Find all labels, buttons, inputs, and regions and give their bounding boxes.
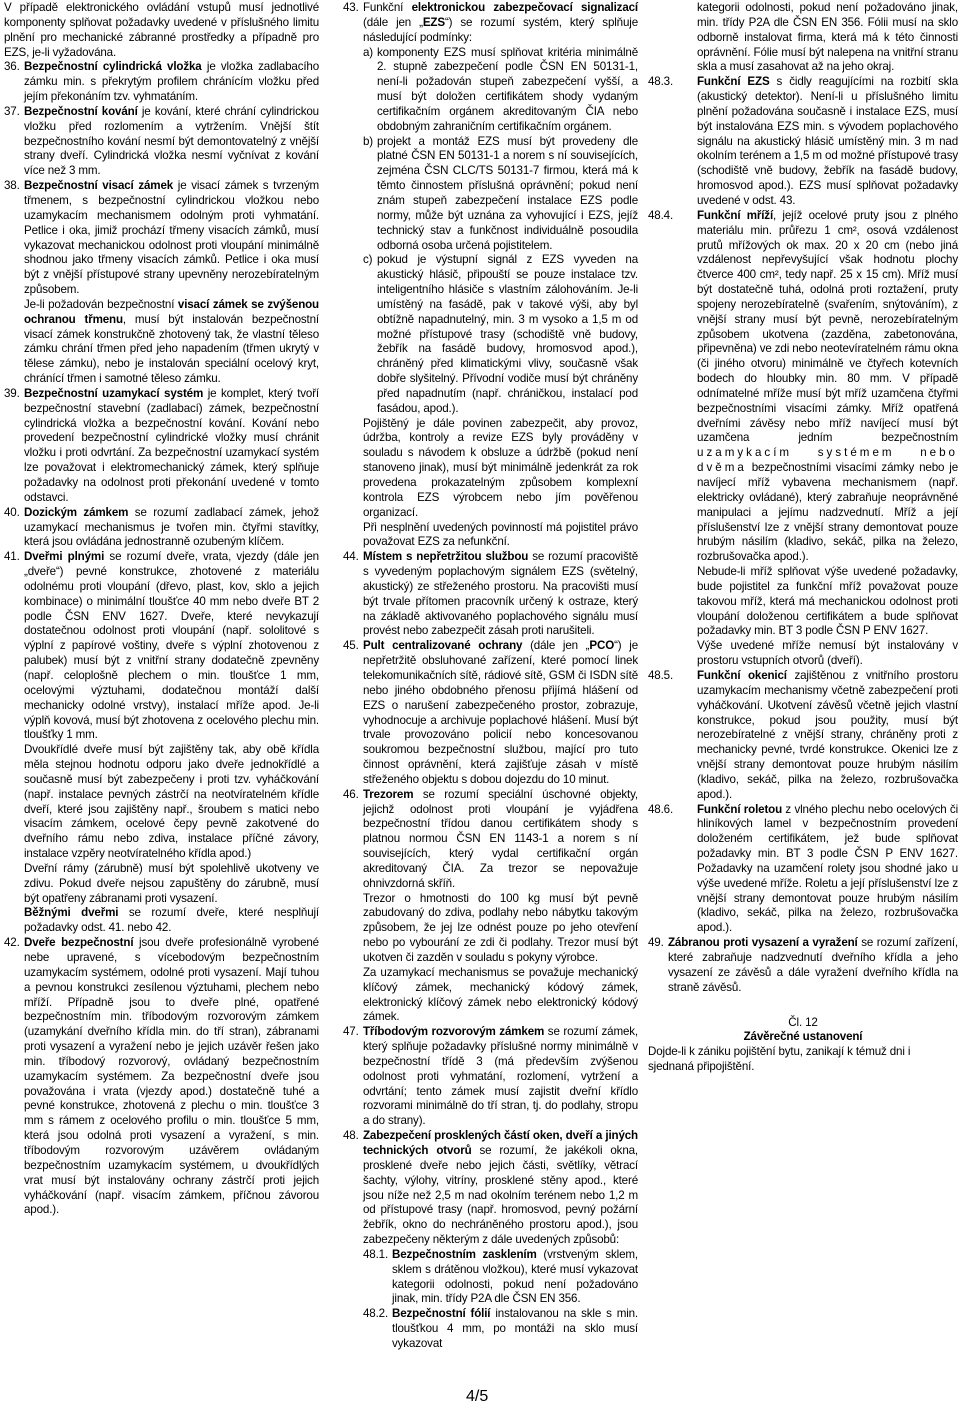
item-number: 42. [4,936,20,950]
item-number: 44. [343,550,359,564]
item-number: 48.1. [363,1247,389,1261]
item-number: 38. [4,179,20,193]
article-42 [4,936,319,1218]
term: Trezorem [363,787,414,801]
article-39 [4,387,319,506]
article-48-4 [648,209,958,565]
definition: se rozumí speciální úschovné objekty, jejichž odolnost proti vloupání je vyjádřena bezpečnostní třídou danou certifikátem shody s platnou normou ČSN EN 1143-1 a norem s ní souvisejících, který vydal certifikační orgán akreditovaný ČIA. Za trezor se nepovažuje ohnivzdorná skříň. [363,787,638,890]
spacer [648,996,958,1002]
definition: instalovanou na skle s min. tloušťkou 4 mm, po montáži na sklo musí vykazovat [392,1307,638,1350]
item-number: 37. [4,104,20,118]
article-49 [648,936,958,995]
term: Bezpečnostní uzamykací systém [24,386,204,400]
column-left [4,1,319,1218]
item-number: 39. [4,386,20,400]
item-number: 47. [343,1025,359,1039]
term: Bezpečnostní kování [24,104,138,118]
term: PCO [589,639,615,653]
term: Místem s nepřetržitou službou [363,550,529,564]
article-48-6 [648,803,958,937]
term: Bezpečnostní fólií [392,1307,491,1321]
article-48-2-continued: kategorii odolnosti, pokud není požadováno jinak, min. třídy P2A dle ČSN EN 356. Fólii musí na sklo odborně instalovat firma, která má k této činnosti oprávnění. Fólie musí být nalepena na vnitřní stranu skla a musí zasahovat až na jeho okraj. [697,1,958,74]
definition: zajištěnou z vnitřního prostoru uzamykacím mechanismy včetně zabezpečení proti vyháčkování. Ukotvení závěsů včetně jejich vlastní konstrukce, pokud jsou použity, musí být nerozebíratelné z vnější strany, chráněny proti z mechanicky pevné, tvrdé konstrukce. Okenici lze z vnější strany demontovat pouze hrubým násilím (kladivo, sekáč, pilka na železo, rozbrušovačka apod.). [697,668,958,801]
article-47 [343,1025,638,1129]
term: Dveře bezpečnostní [24,936,134,950]
item-number: 48.4. [648,208,674,222]
article-38 [4,179,319,298]
condition-a [363,46,638,135]
item-number: 48.2. [363,1307,389,1321]
article-41-paragraph-3: Dveřní rámy (zárubně) musí být spolehlivě ukotveny ve zdivu. Pokud dveře nejsou zapuštěny do zárubně, musí být opatřeny zábranami proti vysazení. [24,861,319,905]
article-40 [4,506,319,551]
article-46-paragraph-2: Trezor o hmotnosti do 100 kg musí být pevně zabudovaný do zdiva, podlahy nebo nábytku takovým způsobem, že jej lze odnést pouze po jeho otevření nebo po vybourání ze zdi či podlahy. Trezor musí být ukotven či zazděn v souladu s pokyny výrobce. [363,891,638,964]
article-title: Čl. 12 [788,1015,818,1029]
definition: se rozumí pracoviště s vyvedeným poplachovým signálem EZS (světelný, akustický) ze střeženého prostoru. Na pracovišti musí být trvale přítomen pracovník určený k ostraze, který na základě aktivovaného poplachového signálu musí provést nebo zabezpečit zásah proti narušiteli. [363,550,638,638]
definition: se rozumí dveře, vrata, vjezdy (dále jen „dveře“) pevné konstrukce, zhotovené z materiálu odolnému proti vloupání (dřevo, plast, kov, sklo a jejich kombinace) o minimální tloušťce 40 mm nebo dveře BT 2 podle ČSN ENV 1627. Dveře, které nevykazují dostatečnou odolnost proti vloupání (např. sololitové s výplní z papírové voštiny, dveře s výplní zhotovenou z palubek) musí být z vnitřní strany dodatečně zpevněny (např. celoplošně plechem o min. tloušťce 1 mm, ocelovými výztuhami, dodatečnou montáží další mechanicky odolné vrstvy), instalací mříže apod. Je-li výplň kovová, musí být zhotovena z ocelového plechu min. tloušťky 1 mm. [24,550,319,742]
definition: se rozumí zámek, který splňuje požadavky příslušné normy minimálně v bezpečnostní třídě 3 (má především zvýšenou odolnost proti vyhmatání, rozlomení, vytržení a odvrtání; tento zámek musí zajistit dveřní křídlo rozvorami minimálně do tří stran, tj. do podlahy, stropu a do strany). [363,1025,638,1128]
definition: jsou dveře profesionálně vyrobené nebe upravené, s vícebodovým bezpečnostním uzamykacím systémem, odolné proti vysazení. Mají tuhou a pevnou konstrukci zesílenou výztuhami, plechem nebo mříží. Případně jsou to dveře plné, opatřené bezpečnostním min. tříbodovým rozvorovým zámkem (uzamykání dveřního křídla min. do tří stran), zábranami proti vysazení a vyražení nebo je jejich uzávěr řešen jako min. tříbodový rozvorový, ovládaný bezpečnostním uzamykacím systémem. Za bezpečnostní dveře jsou považována i vrata (vjezdy apod.) dostatečně tuhé a pevné konstrukce, zhotovená z plechu o min. tloušťce 3 mm s rámem z ocelového profilu o min. tloušťce 5 mm, která jsou odolná proti vysazení a vyražení, s min. tříbodovým rozvorovým uzávěrem ovládaným bezpečnostním uzamykacím systémem, u dvoukřídlých vrat musí být instalovány ochrany zástrčí proti jejich vyháčkování (např. visacím zámkem, příčnou závorou apod.). [24,936,319,1217]
item-number: 49. [648,936,664,950]
item-letter: b) [363,134,374,148]
item-number: 48. [343,1129,359,1143]
term: Běžnými dveřmi [24,906,119,920]
definition: (vrstveným sklem, sklem s drátěnou vložkou), které musí vykazovat kategorii odolnosti, pokud není požadováno jinak, min. třídy P2A dle ČSN EN 356. [392,1247,638,1306]
definition: se rozumí zařízení, které zabraňuje nadzvednutí dveřního křídla a jeho vysazení ze závěsů a dále vyražení dveřního křídla na straně závěsů. [668,936,958,994]
article-43 [343,1,638,46]
item-number: 48.6. [648,802,674,816]
term: EZS [422,15,445,29]
text: komponenty EZS musí splňovat kritéria minimálně 2. stupně zabezpečení podle ČSN EN 50131-1, není-li požadován stupeň zabezpečení vyšší, a musí být doložen certifikátem shody vydaným certifikačním orgánem akreditovaným ČIA nebo obdobným zahraničním certifikačním orgánem. [377,45,638,133]
column-right [648,1,958,1075]
term: Bezpečnostní cylindrická vložka [24,60,202,74]
definition: je vložka zadlabacího zámku min. s překrytým profilem chránícím vložku před jejím překonáním tzv. vyhmatáním. [24,60,320,104]
definition: je komplet, který tvoří bezpečnostní stavební (zadlabací) zámek, bezpečnostní cylindrická vložka a bezpečnostní kování. Kování nebo provedení bezpečnostní cylindrické vložky musí chránit vložku i proti odvrtání. Za bezpečnostní uzamykací systém lze považovat i elektromechanický zámek, který splňuje požadavky na odolnost proti překonání uvedené v tomto odstavci. [24,386,320,504]
article-41-paragraph-4 [4,906,319,936]
term: Dozickým zámkem [24,505,129,519]
article-41-paragraph-2: Dvoukřídlé dveře musí být zajištěny tak, aby obě křídla měla stejnou hodnotu odporu jako dveře jednokřídlé a současně musí být zabezpečeny i proti tzv. vyháčkování (např. instalace pevných zástrčí na neotvíratelném křídle dveří, které jsou zajištěny např., šroubem s matici nebo visacím zámkem, ocelové čepy pevně zakotvené do dveřního rámu nebo zdiva, instalace příčné závory, instalace vzpěry neotvíratelného křídla apod.) [24,743,319,861]
item-number: 36. [4,60,20,74]
definition: se rozumí, že jakékoli okna, prosklené dveře nebo jejich části, světlíky, větrací šachty, výlohy, vitríny, prosklené stěny apod., které jsou níže než 2,5 m nad okolním terénem nebo 1,2 m od přístupové trasy (např. hromosvod, pevný požární žebřík, okno do nechráněného prostoru apod.), jsou zabezpečeny některým z dále uvedených způsobů: [363,1143,638,1247]
text: , musí být instalován bezpečnostní visací zámek konstrukčně zhotovený tak, že vlastní těleso zámku chrání třmen před jeho napadením (třmen ukrytý v tělese zámku), nebo je instalován speciální ocelový kryt, chránící třmen i samotné těleso zámku. [24,312,319,386]
text: pokud je výstupní signál z EZS vyveden na akustický hlásič, připouští se pouze instalace tzv. inteligentního hlásiče s vlastním zálohováním. Je-li umístěný na fasádě, pak v takové výši, aby byl obtížně napadnutelný, min. 3 m vysoko a 1,5 m od možné přístupové trasy (schodiště vně budovy, žebřík na fasádě budovy, hromosvod apod.), chráněný před klimatickými vlivy, současně však dobře slyšitelný. Přívodní vodiče musí být chráněny před napadnutím (např. chráničkou, instalací pod fasádou, apod.). [377,253,638,415]
term: Funkční okenicí [697,668,787,682]
text: (dále jen „ [522,639,590,653]
article-subtitle [648,1030,958,1045]
term: Zábranou proti vysazení a vyražení [668,936,858,950]
article-48-3 [648,75,958,209]
term: Zabezpečení prosklených částí oken, dveří a jiných technických otvorů [363,1129,638,1157]
term: Funkční roletou [697,802,783,816]
item-letter: c) [363,253,373,267]
term: Funkční mříží [697,208,774,222]
article-44 [343,550,638,639]
term: Funkční EZS [697,75,770,89]
condition-c [363,253,638,416]
spaced-text: uzamykacím systémem nebo dvěma [697,446,958,475]
term: visací zámek se zvýšenou ochranou třmenu [24,297,319,326]
term: elektronickou zabezpečovací signalizací [411,1,638,14]
article-43-paragraph-3: Při nesplnění uvedených povinností má pojistitel právo považovat EZS za nefunkční. [363,520,638,549]
item-number: 43. [343,1,359,14]
item-number: 48.3. [648,75,674,89]
article-36 [4,60,319,105]
item-number: 41. [4,550,20,564]
article-subtitle-text: Závěrečné ustanovení [743,1030,863,1044]
article-46-paragraph-3: Za uzamykací mechanismus se považuje mechanický klíčový zámek, mechanický kódový zámek, elektronický klíčový zámek nebo elektronický kódový zámek. [363,965,638,1024]
page-number: 4/5 [466,1388,489,1405]
article-38-paragraph-2 [4,298,319,387]
text: (dále jen „ [363,15,423,29]
term: Bezpečnostní visací zámek [24,179,174,193]
term: Tříbodovým rozvorovým zámkem [363,1025,545,1039]
item-letter: a) [363,45,374,59]
item-number: 46. [343,787,359,801]
definition: , jejíž ocelové pruty jsou z plného materiálu min. průřezu 1 cm², osová vzdálenost prutů mřížových ok max. 20 x 20 cm (nebo jiná vzdálenost nepřevyšující však hodnotu plochy čtverce 400 cm², tedy např. 25 x 15 cm). Mříž musí být dostatečně tuhá, odolná proti roztažení, pruty spojeny nerozebíratelně (svařením, snýtováním), z vnější strany musí být pevně, nerozebíratelným způsobem ukotvena (zazděna, zabetonována, připevněna) ve zdi nebo neotevíratelném rámu okna (či jiného otvoru) minimálně ve čtyřech kotevních bodech do hloubky min. 80 mm. V případě odnímatelné mříže musí být mříž uzamčena čtyřmi bezpečnostními visacími zámky. Mříž opatřená dveřními závěsy nebo mříž navíjecí musí být uzamčena jedním bezpečnostním [697,208,958,445]
article-46 [343,788,638,892]
term: Bezpečnostním zasklením [392,1247,537,1261]
item-number: 45. [343,639,359,653]
item-number: 40. [4,505,20,519]
definition: je visací zámek s tvrzeným třmenem, s bezpečnostní cylindrickou vložkou nebo uzamykacím mechanismem odolným proti vyhmatání. Petlice i oka, jimiž prochází třmeny visacích zámků, musí vykazovat mechanickou odolnost proti vloupání minimálně shodnou jako třmeny visacích zámků. Petlice i oka musí být z vnější přístupové strany upevněny nerozebíratelným způsobem. [24,179,320,297]
text: Funkční [363,1,412,14]
text: se rozumí dveře, které nesplňují požadavky odst. 41. nebo 42. [24,906,319,935]
definition: z vlného plechu nebo ocelových či hliníkových lamel v bezpečnostním provedení doloženém certifikátem, jež bude splňovat požadavky min. BT 3 podle ČSN P ENV 1627. Požadavky na uzamčení rolety jsou shodné jako u výše uvedené mříže. Roletu a její příslušenství lze z vnější strany demontovat pouze hrubým násilím (kladivo, sekáč, pilka na železo, rozbrušovačka apod.). [697,802,958,935]
article-48 [343,1129,638,1248]
term: Pult centralizované ochrany [363,639,523,653]
item-number: 48.5. [648,668,674,682]
definition: s čidly reagujícími na rozbití skla (akustický detektor). Není-li u příslušného limitu plnění požadována současně i instalace EZS, musí být instalována EZS min. s vývodem poplachového signálu na akustický hlásič umístěný min. 3 m nad okolním terénem a 1,5 m od možné přístupové trasy (schodiště vně budovy, žebřík na fasádě budovy, hromosvod apod.). EZS musí splňovat požadavky uvedené v odst. 43. [697,75,958,207]
text: projekt a montáž EZS musí být provedeny dle platné ČSN EN 50131-1 a norem s ní souvisejících, zejména ČSN CLC/TS 50131-7 firmou, která má k těmto činnostem příslušná oprávnění; pokud není znám stupeň zabezpečení instalace EZS podle normy, může být uznána za vyhovující i EZS, jejíž technický stav a funkčnost individuálně posoudila odborná osoba určená pojistitelem. [377,134,638,252]
definition: se rozumí zadlabací zámek, jehož uzamykací mechanismus je tvořen min. čtyřmi stavítky, která jsou ovládána jednostranně ozubeným klíčem. [24,505,319,549]
article-48-4-paragraph-2: Nebude-li mříž splňovat výše uvedené požadavky, bude pojistitel za funkční mříž považovat pouze takovou mříž, která má mechanickou odolnost proti vloupání doloženou certifikátem a bude splňovat požadavky min. BT 3 podle ČSN P ENV 1627. [697,565,958,638]
definition: “) je nepřetržitě obsluhované zařízení, které pomocí linek telekomunikačních sítě, rádiové sítě, GSM či ISDN sítě nebo jiného obdobného přenosu přijímá hlášení od EZS o narušení zabezpečeného prostor, zobrazuje, vyhodnocuje a archivuje poplachové hlášení. Musí být trvale provozováno policií nebo koncesovanou soukromou bezpečnostní službou, mající pro tuto činnost oprávnění, která zajišťuje zásah v místě střeženého objektu s dobou dojezdu do 10 minut. [363,639,638,786]
article-48-2 [363,1307,638,1352]
text: “) se rozumí systém, který splňuje následující podmínky: [363,15,638,44]
article-48-4-paragraph-3: Výše uvedené mříže nemusí být instalovány v prostoru vstupních otvorů (dveří). [697,639,958,668]
definition: je kování, které chrání cylindrickou vložku před rozlomením a vytržením. Vnější štít bezpečnostního kování nesmí být demontovatelný z vnější strany dveří. Cylindrická vložka nesmí vyčnívat z kování více než 3 mm. [24,104,319,178]
article-48-1 [363,1248,638,1307]
definition: bezpečnostními visacími zámky nebo je navíjecí mříž vybavena mechanismem (např. elektricky ovládané), který zabraňuje neoprávněné manipulaci a jejímu nadzvednutí. Mříž a její příslušenství lze z vnější strany demontovat pouze hrubým násilím (kladivo, sekáč, pilka na železo, rozbrušovačka apod.). [697,461,958,564]
paragraph-intro: V případě elektronického ovládání vstupů musí jednotlivé komponenty splňovat požadavky uvedené v příslušného limitu plnění pro mechanické zábranné prostředky a případně pro EZS, je-li vyžadována. [4,1,319,59]
column-middle [343,1,638,1352]
term: Dveřmi plnými [24,550,105,564]
condition-b [363,135,638,254]
text: Je-li požadován bezpečnostní [24,297,178,311]
article-43-paragraph-2: Pojištěný je dále povinen zabezpečit, aby provoz, údržba, kontroly a revize EZS byly prováděny v souladu s návodem k obsluze a údržbě (pokud není stanoveno jinak), musí být minimálně jedenkrát za rok provedena prokazatelným způsobem komplexní kontrola EZS výrobcem nebo jím pověřenou organizací. [363,416,638,519]
final-provision-text: Dojde-li k zániku pojištění bytu, zanikají k témuž dni i sjednaná připojištění. [648,1045,911,1074]
article-37 [4,105,319,179]
article-48-5 [648,669,958,803]
article-45 [343,639,638,787]
article-41 [4,550,319,743]
